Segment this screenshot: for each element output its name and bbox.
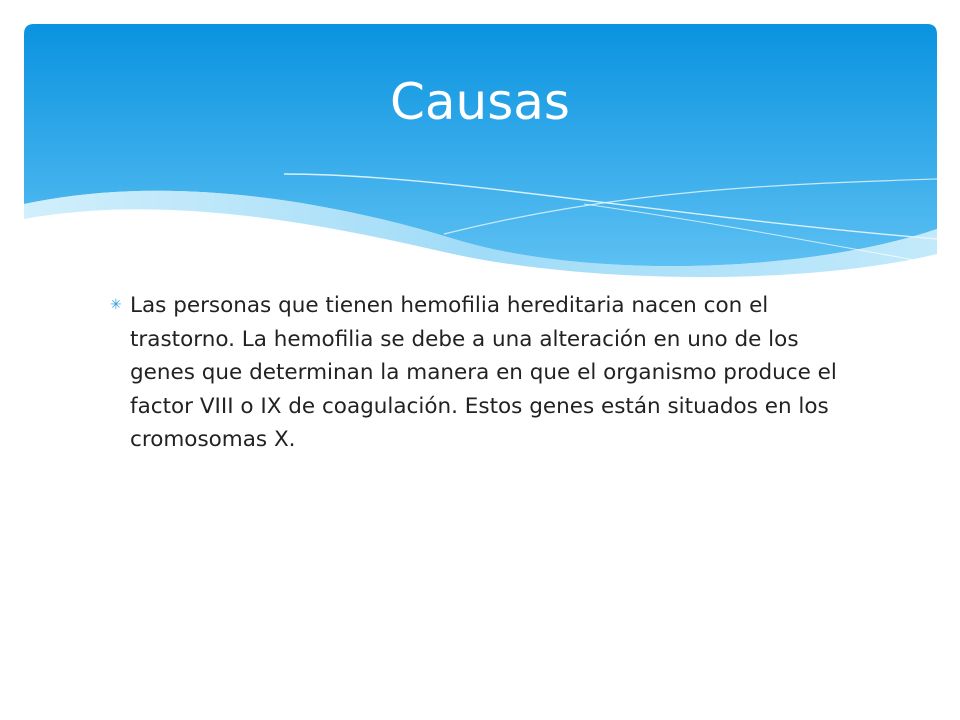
bullet-item (110, 289, 870, 457)
slide-title: Causas (390, 73, 570, 131)
header-wave-graphic (24, 24, 937, 284)
asterisk-bullet-icon: ✳ (110, 297, 122, 313)
bullet-text: Las personas que tienen hemofilia hereditaria nacen con el trastorno. La hemofilia se debe a una alteración en uno de los genes que determinan la manera en que el organismo produce el factor VIII o IX de coagulación. Estos genes están situados en los cromosomas X. (130, 293, 837, 453)
header-band (24, 24, 937, 284)
bullet-list (110, 289, 870, 457)
